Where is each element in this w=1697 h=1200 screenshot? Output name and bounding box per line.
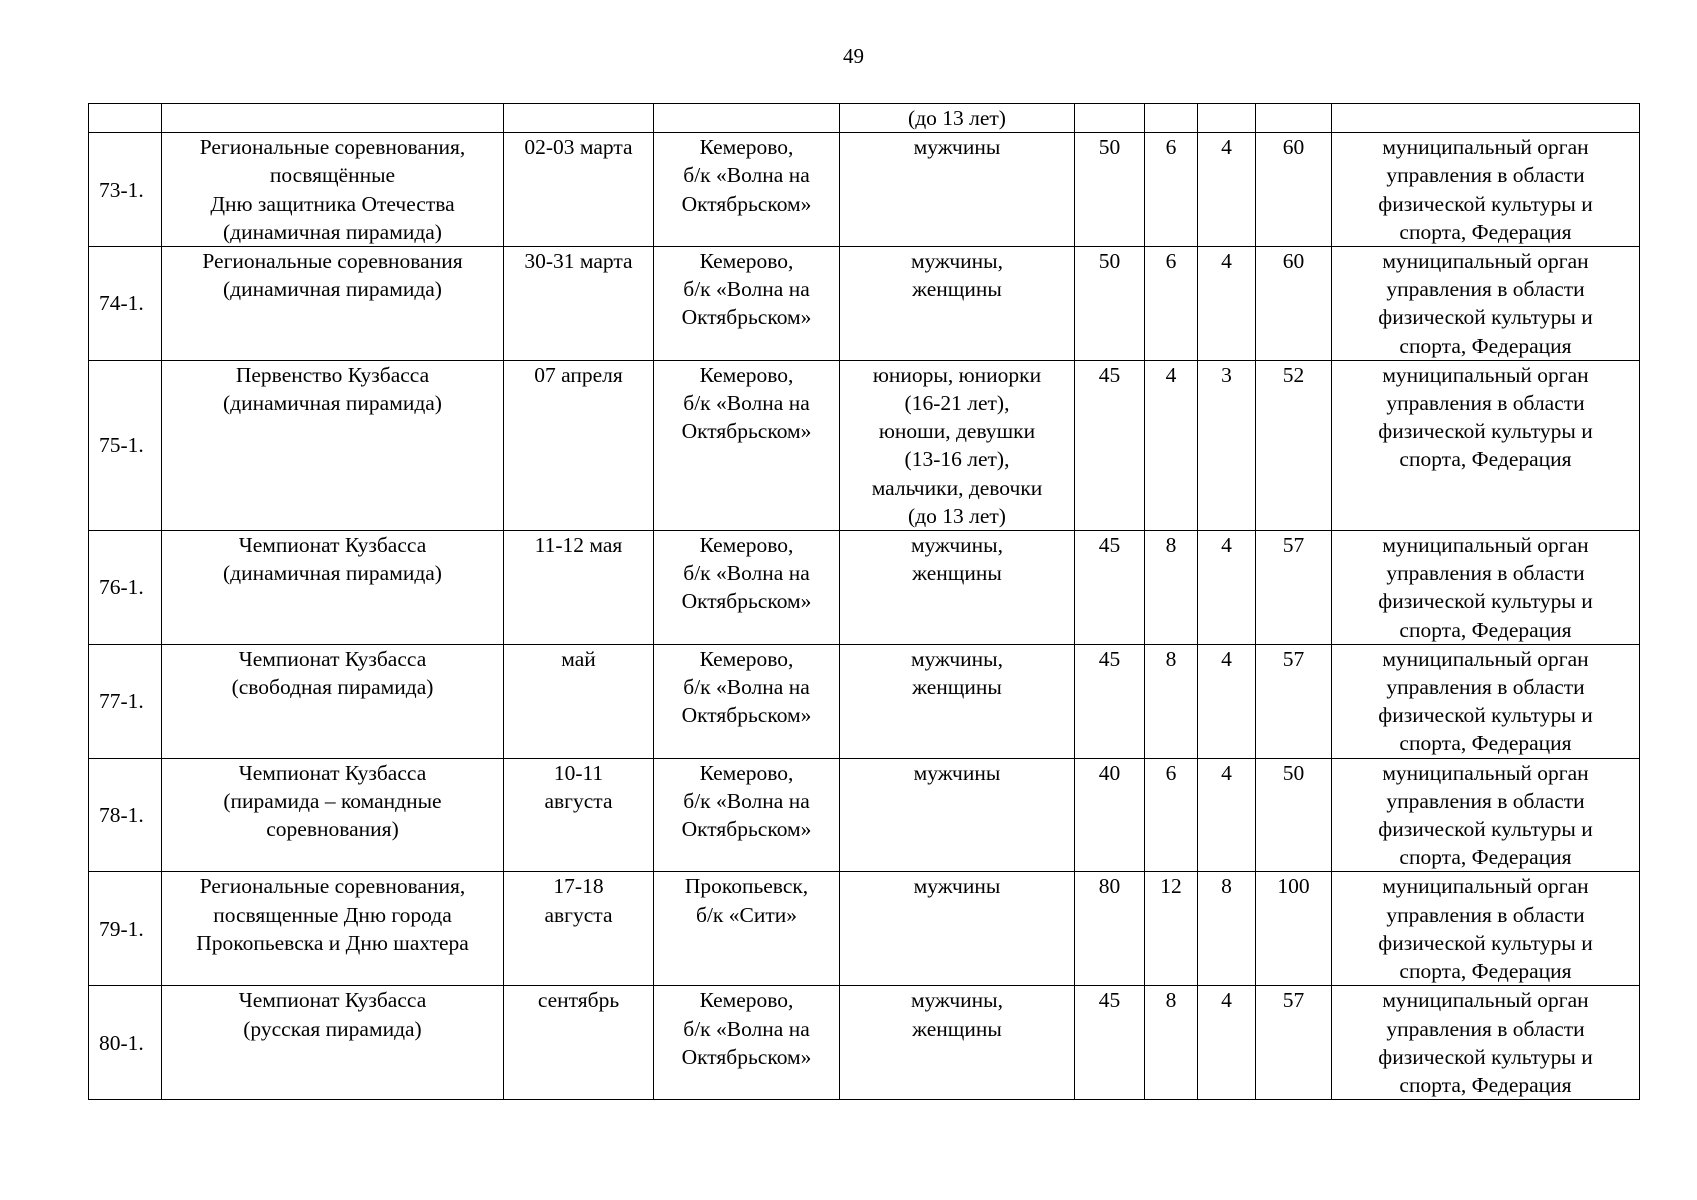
cell-count-4: 57	[1256, 531, 1332, 645]
cell-count-3: 4	[1198, 986, 1256, 1100]
cell-category	[840, 758, 1075, 872]
place-line: Кемерово,	[699, 533, 794, 558]
cell-organizer	[1332, 986, 1640, 1100]
organizer-line: спорта, Федерация	[1399, 959, 1572, 984]
place-line: Октябрьском»	[681, 703, 812, 728]
cell-dates	[504, 758, 654, 872]
cell-dates	[504, 360, 654, 530]
cell-count-1: 50	[1075, 133, 1145, 247]
organizer-line: физической культуры и	[1378, 589, 1593, 614]
cell-dates	[504, 644, 654, 758]
name-line: (динамичная пирамида)	[223, 561, 442, 586]
category-line: (до 13 лет)	[908, 503, 1006, 528]
organizer-line: спорта, Федерация	[1399, 333, 1572, 358]
category-line: мужчины,	[910, 988, 1004, 1013]
cell-dates	[504, 872, 654, 986]
category-line: женщины	[912, 1016, 1002, 1041]
cell-place	[654, 531, 840, 645]
organizer-line: спорта, Федерация	[1399, 731, 1572, 756]
place-line: Кемерово,	[699, 988, 794, 1013]
organizer-line: физической культуры и	[1378, 930, 1593, 955]
organizer-line: физической культуры и	[1378, 419, 1593, 444]
table-row	[89, 872, 1640, 986]
cell-dates	[504, 986, 654, 1100]
cell-count-3: 4	[1198, 644, 1256, 758]
name-line: Региональные соревнования,	[199, 135, 466, 160]
table-row	[89, 247, 1640, 361]
name-line: посвященные Дню города	[213, 902, 452, 927]
place-line: б/к «Волна на	[683, 277, 810, 302]
name-line: (динамичная пирамида)	[223, 391, 442, 416]
cell-count-2: 6	[1145, 133, 1198, 247]
cell-count-3: 8	[1198, 872, 1256, 986]
cell-organizer	[1332, 644, 1640, 758]
place-line: Октябрьском»	[681, 191, 812, 216]
place-line: б/к «Волна на	[683, 1016, 810, 1041]
cell-category	[840, 360, 1075, 530]
organizer-line: управления в области	[1386, 277, 1585, 302]
organizer-line: спорта, Федерация	[1399, 1072, 1572, 1097]
category-line: юноши, девушки	[878, 419, 1036, 444]
date-line: 02-03 марта	[524, 135, 633, 160]
cell-count-4: 60	[1256, 247, 1332, 361]
cell-count-3: 3	[1198, 360, 1256, 530]
organizer-line: физической культуры и	[1378, 703, 1593, 728]
cell-count-1	[1075, 104, 1145, 133]
organizer-line: муниципальный орган	[1382, 760, 1589, 785]
name-line: (свободная пирамида)	[231, 675, 434, 700]
name-line: (динамичная пирамида)	[223, 219, 442, 244]
category-line: женщины	[912, 277, 1002, 302]
cell-count-1: 45	[1075, 986, 1145, 1100]
place-line: Кемерово,	[699, 760, 794, 785]
cell-category	[840, 531, 1075, 645]
cell-num: 78-1.	[89, 758, 162, 872]
place-line: Октябрьском»	[681, 419, 812, 444]
organizer-line: физической культуры и	[1378, 191, 1593, 216]
cell-count-4: 57	[1256, 644, 1332, 758]
place-line: б/к «Волна на	[683, 788, 810, 813]
page-number: 49	[843, 44, 864, 68]
cell-dates	[504, 247, 654, 361]
table-row	[89, 986, 1640, 1100]
name-line: Первенство Кузбасса	[235, 362, 430, 387]
cell-category	[840, 986, 1075, 1100]
cell-place	[654, 247, 840, 361]
place-line: Октябрьском»	[681, 589, 812, 614]
date-line: 10-11	[553, 760, 604, 785]
cell-num: 80-1.	[89, 986, 162, 1100]
continuation-row	[89, 104, 1640, 133]
cell-name	[162, 247, 504, 361]
cell-count-3: 4	[1198, 247, 1256, 361]
organizer-line: муниципальный орган	[1382, 646, 1589, 671]
cell-count-2: 4	[1145, 360, 1198, 530]
category-line: женщины	[912, 561, 1002, 586]
category-line: юниоры, юниорки	[872, 362, 1042, 387]
organizer-line: муниципальный орган	[1382, 249, 1589, 274]
category-line: (16-21 лет),	[904, 391, 1010, 416]
cell-name	[162, 133, 504, 247]
organizer-line: управления в области	[1386, 391, 1585, 416]
cell-organizer	[1332, 133, 1640, 247]
cell-count-1: 45	[1075, 360, 1145, 530]
cell-category	[840, 104, 1075, 133]
place-line: Кемерово,	[699, 362, 794, 387]
cell-place	[654, 986, 840, 1100]
cell-name	[162, 872, 504, 986]
organizer-line: управления в области	[1386, 788, 1585, 813]
cell-organizer	[1332, 872, 1640, 986]
cell-num: 76-1.	[89, 531, 162, 645]
organizer-line: спорта, Федерация	[1399, 447, 1572, 472]
events-table	[88, 103, 1640, 1100]
cell-name	[162, 986, 504, 1100]
cell-count-2: 8	[1145, 986, 1198, 1100]
date-line: 30-31 марта	[524, 249, 633, 274]
organizer-line: муниципальный орган	[1382, 874, 1589, 899]
cell-organizer	[1332, 360, 1640, 530]
name-line: Региональные соревнования	[202, 249, 463, 274]
date-line: 17-18	[553, 874, 604, 899]
name-line: Чемпионат Кузбасса	[238, 760, 427, 785]
cell-dates	[504, 104, 654, 133]
category-line: мальчики, девочки	[871, 475, 1043, 500]
cell-num: 73-1.	[89, 133, 162, 247]
cell-count-1: 50	[1075, 247, 1145, 361]
date-line: августа	[544, 902, 613, 927]
cell-count-4: 52	[1256, 360, 1332, 530]
cell-category	[840, 644, 1075, 758]
cell-category	[840, 247, 1075, 361]
category-line: мужчины,	[910, 249, 1004, 274]
name-line: Чемпионат Кузбасса	[238, 646, 427, 671]
category-line: мужчины	[913, 760, 1001, 785]
cell-count-1: 80	[1075, 872, 1145, 986]
cell-place	[654, 133, 840, 247]
name-line: (динамичная пирамида)	[223, 277, 442, 302]
cell-num: 74-1.	[89, 247, 162, 361]
cell-count-1: 45	[1075, 644, 1145, 758]
place-line: б/к «Сити»	[696, 902, 797, 927]
organizer-line: муниципальный орган	[1382, 988, 1589, 1013]
cell-num: 77-1.	[89, 644, 162, 758]
category-line: (до 13 лет)	[908, 106, 1006, 130]
cell-count-3	[1198, 104, 1256, 133]
cell-dates	[504, 133, 654, 247]
place-line: Октябрьском»	[681, 1044, 812, 1069]
cell-place	[654, 104, 840, 133]
place-line: б/к «Волна на	[683, 561, 810, 586]
table-row	[89, 531, 1640, 645]
organizer-line: физической культуры и	[1378, 1044, 1593, 1069]
category-line: (13-16 лет),	[904, 447, 1010, 472]
cell-count-4: 100	[1256, 872, 1332, 986]
name-line: Региональные соревнования,	[199, 874, 466, 899]
name-line: Чемпионат Кузбасса	[238, 533, 427, 558]
cell-num	[89, 104, 162, 133]
name-line: Дню защитника Отечества	[210, 191, 455, 216]
cell-count-2: 12	[1145, 872, 1198, 986]
organizer-line: спорта, Федерация	[1399, 617, 1572, 642]
place-line: б/к «Волна на	[683, 391, 810, 416]
date-line: 11-12 мая	[534, 533, 623, 558]
organizer-line: спорта, Федерация	[1399, 219, 1572, 244]
cell-num: 75-1.	[89, 360, 162, 530]
cell-count-4: 57	[1256, 986, 1332, 1100]
place-line: Октябрьском»	[681, 817, 812, 842]
date-line: май	[561, 646, 596, 671]
cell-organizer	[1332, 104, 1640, 133]
organizer-line: муниципальный орган	[1382, 135, 1589, 160]
place-line: б/к «Волна на	[683, 675, 810, 700]
date-line: 07 апреля	[534, 362, 623, 387]
organizer-line: управления в области	[1386, 561, 1585, 586]
category-line: мужчины,	[910, 533, 1004, 558]
cell-name	[162, 531, 504, 645]
organizer-line: спорта, Федерация	[1399, 845, 1572, 870]
cell-organizer	[1332, 531, 1640, 645]
cell-count-2: 6	[1145, 247, 1198, 361]
cell-count-1: 45	[1075, 531, 1145, 645]
name-line: Чемпионат Кузбасса	[238, 988, 427, 1013]
organizer-line: управления в области	[1386, 1016, 1585, 1041]
organizer-line: физической культуры и	[1378, 817, 1593, 842]
cell-count-1: 40	[1075, 758, 1145, 872]
place-line: Октябрьском»	[681, 305, 812, 330]
cell-count-2	[1145, 104, 1198, 133]
cell-category	[840, 872, 1075, 986]
cell-place	[654, 872, 840, 986]
cell-place	[654, 758, 840, 872]
name-line: (пирамида – командные	[223, 788, 442, 813]
table-body	[89, 104, 1640, 1100]
organizer-line: муниципальный орган	[1382, 533, 1589, 558]
table-row	[89, 133, 1640, 247]
organizer-line: управления в области	[1386, 675, 1585, 700]
cell-organizer	[1332, 247, 1640, 361]
cell-count-4: 50	[1256, 758, 1332, 872]
category-line: мужчины	[913, 135, 1001, 160]
place-line: б/к «Волна на	[683, 163, 810, 188]
cell-name	[162, 758, 504, 872]
table-row	[89, 644, 1640, 758]
table-row	[89, 758, 1640, 872]
place-line: Кемерово,	[699, 249, 794, 274]
cell-num: 79-1.	[89, 872, 162, 986]
category-line: женщины	[912, 675, 1002, 700]
cell-count-2: 6	[1145, 758, 1198, 872]
cell-place	[654, 644, 840, 758]
place-line: Кемерово,	[699, 646, 794, 671]
cell-dates	[504, 531, 654, 645]
name-line: Прокопьевска и Дню шахтера	[196, 930, 469, 955]
name-line: посвящённые	[269, 163, 396, 188]
cell-place	[654, 360, 840, 530]
cell-name	[162, 104, 504, 133]
organizer-line: физической культуры и	[1378, 305, 1593, 330]
place-line: Прокопьевск,	[684, 874, 809, 899]
cell-category	[840, 133, 1075, 247]
cell-count-4: 60	[1256, 133, 1332, 247]
cell-count-4	[1256, 104, 1332, 133]
organizer-line: муниципальный орган	[1382, 362, 1589, 387]
cell-name	[162, 644, 504, 758]
table-row	[89, 360, 1640, 530]
cell-organizer	[1332, 758, 1640, 872]
organizer-line: управления в области	[1386, 902, 1585, 927]
category-line: мужчины	[913, 874, 1001, 899]
category-line: мужчины,	[910, 646, 1004, 671]
cell-name	[162, 360, 504, 530]
cell-count-3: 4	[1198, 133, 1256, 247]
name-line: (русская пирамида)	[243, 1016, 422, 1041]
place-line: Кемерово,	[699, 135, 794, 160]
date-line: сентябрь	[537, 988, 620, 1013]
cell-count-3: 4	[1198, 531, 1256, 645]
cell-count-2: 8	[1145, 531, 1198, 645]
cell-count-2: 8	[1145, 644, 1198, 758]
cell-count-3: 4	[1198, 758, 1256, 872]
date-line: августа	[544, 788, 613, 813]
name-line: соревнования)	[266, 817, 399, 842]
organizer-line: управления в области	[1386, 163, 1585, 188]
